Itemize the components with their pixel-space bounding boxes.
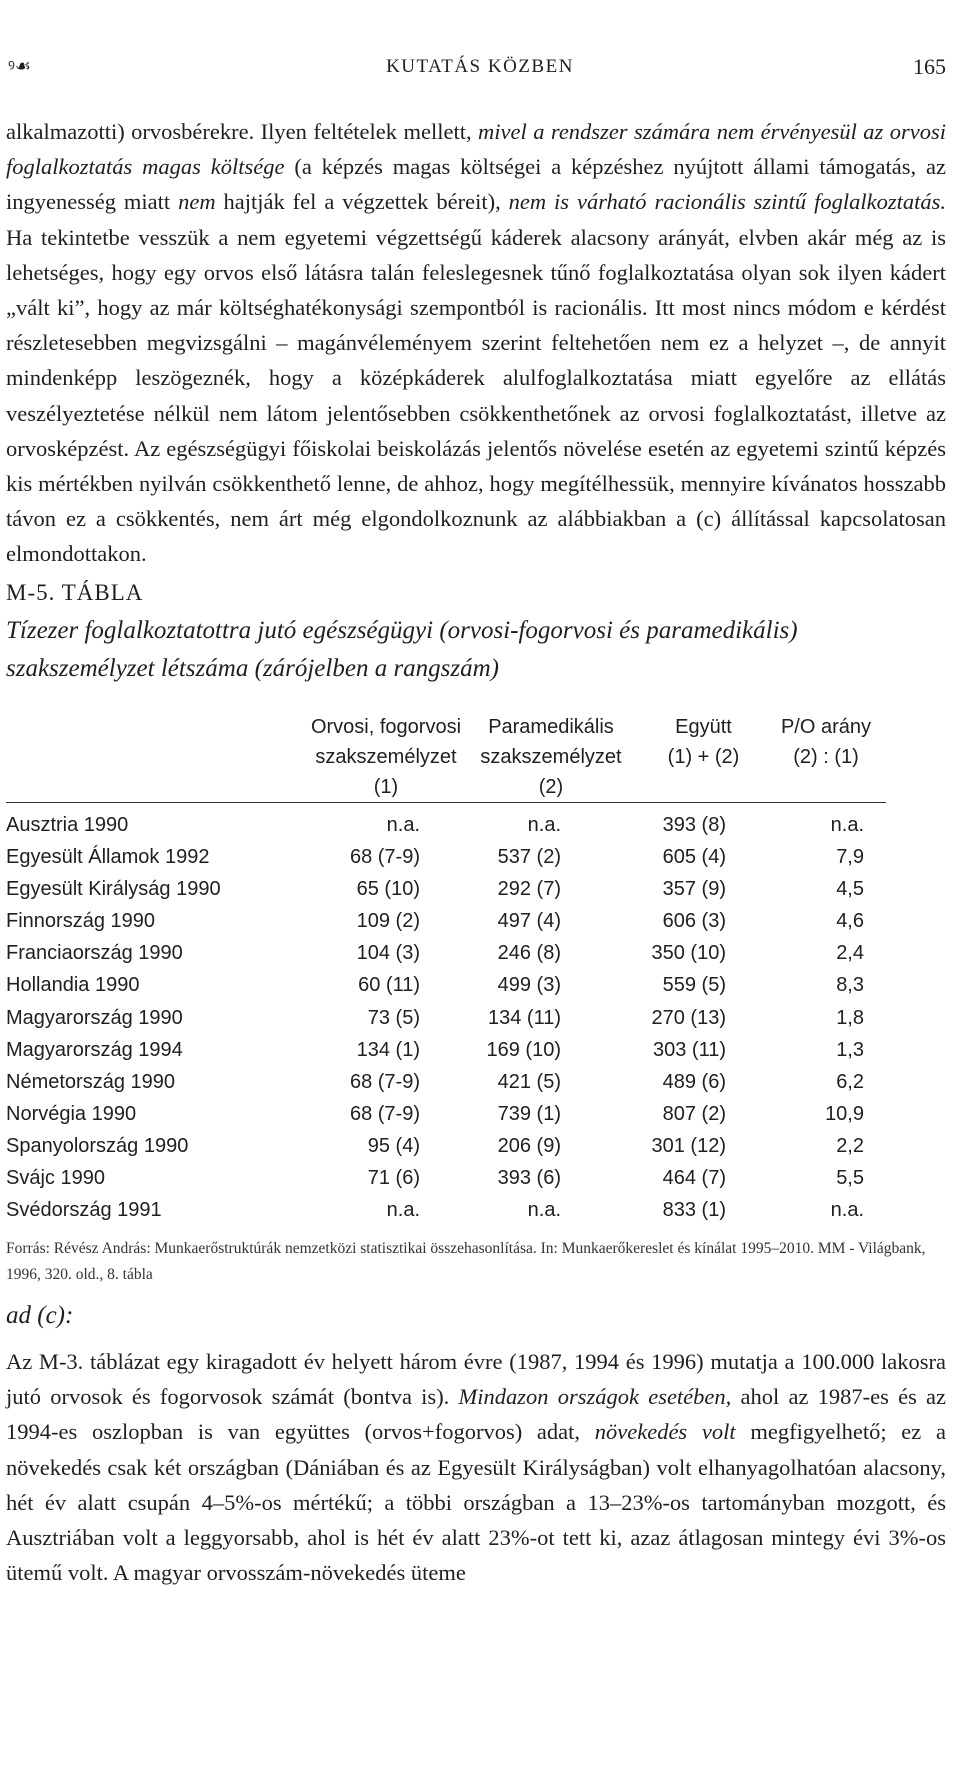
cell-total: 301 (12) <box>651 1134 726 1157</box>
para2-emphasis-b: növekedés volt <box>594 1419 736 1445</box>
cell-paramedical: 246 (8) <box>497 942 561 965</box>
row-country: Spanyolország 1990 <box>6 1134 189 1157</box>
table-header <box>6 712 886 803</box>
table-row <box>6 1162 886 1194</box>
header-paramedical: Paramedikális szakszemélyzet (2) <box>480 716 622 798</box>
cell-ratio: 1,3 <box>836 1038 864 1061</box>
cell-ratio: n.a. <box>830 1199 864 1222</box>
table-row <box>6 1034 886 1066</box>
para1-emphasis-a: mivel a rendszer számára nem érvényesül az orvosi foglalkoztatás magas költsége <box>6 119 946 180</box>
table-row <box>6 873 886 905</box>
cell-physicians: 95 (4) <box>367 1134 420 1157</box>
row-country: Finnország 1990 <box>6 910 155 933</box>
para1-emphasis-b: nem <box>178 189 216 215</box>
cell-total: 807 (2) <box>662 1102 726 1125</box>
para1-text-c: hajtják fel a végzettek béreit), <box>215 189 509 215</box>
table-source: Forrás: Révész András: Munkaerőstruktúrák nemzetközi statisztikai összehasonlítása. In: Munkaerőkereslet és kínálat 1995–2010. MM - Világbank, 1996, 320. old., 8. tábla <box>6 1240 926 1283</box>
cell-ratio: 1,8 <box>836 1006 864 1029</box>
header-total: Együtt (1) + (2) <box>667 716 740 768</box>
cell-physicians: 68 (7-9) <box>349 846 420 869</box>
row-country: Egyesült Államok 1992 <box>6 846 210 869</box>
cell-physicians: n.a. <box>386 814 420 836</box>
running-header <box>0 54 960 84</box>
table-row <box>6 905 886 937</box>
cell-total: 303 (11) <box>652 1038 726 1061</box>
paragraph-2 <box>6 1344 946 1590</box>
cell-ratio: 4,6 <box>836 910 864 933</box>
cell-paramedical: 497 (4) <box>497 910 561 933</box>
para1-text-b: (a képzés magas költségei a képzéshez nyújtott állami támogatás, az ingyenesség miatt <box>6 154 946 215</box>
cell-ratio: 6,2 <box>836 1070 864 1093</box>
header-ratio: P/O arány (2) : (1) <box>780 716 872 768</box>
cell-paramedical: 169 (10) <box>486 1038 561 1061</box>
cell-physicians: 134 (1) <box>356 1038 420 1061</box>
section-heading: ad (c): <box>6 1302 74 1329</box>
row-country: Magyarország 1994 <box>6 1038 183 1061</box>
para2-text-c: megfigyelhető; ez a növekedés csak két országban (Dániában és az Egyesült Királyságban) volt elhanyagolhatóan alacsony, hét év alatt csupán 4–5%-os mértékű; a többi országban a 13–23%-os tartományban mozgott, és Ausztriában volt a leggyorsabb, ahol is hét év alatt 23%-ot tett ki, azaz átlagosan mintegy évi 3%-os ütemű volt. A magyar orvosszám-növekedés üteme <box>6 1419 946 1586</box>
cell-total: 357 (9) <box>662 878 726 901</box>
cell-physicians: 73 (5) <box>367 1006 420 1029</box>
ornament-icon: ꝰ☙ <box>8 56 32 76</box>
cell-physicians: 60 (11) <box>358 974 420 997</box>
cell-paramedical: 499 (3) <box>497 974 561 997</box>
table-row <box>6 1002 886 1034</box>
cell-physicians: 71 (6) <box>367 1167 420 1190</box>
para1-emphasis-c: nem is várható racionális szintű foglalkoztatás. <box>508 189 946 215</box>
page-number: 165 <box>913 54 946 79</box>
paragraph-1 <box>6 114 946 572</box>
cell-total: 559 (5) <box>662 974 726 997</box>
cell-total: 489 (6) <box>662 1070 726 1093</box>
cell-paramedical: 537 (2) <box>497 846 561 869</box>
table-row <box>6 1194 886 1226</box>
para1-text-a: alkalmazotti) orvosbérekre. Ilyen feltételek mellett, <box>6 119 479 144</box>
row-country: Ausztria 1990 <box>6 814 129 836</box>
table-row <box>6 1066 886 1098</box>
cell-ratio: 7,9 <box>836 846 864 869</box>
cell-ratio: 2,2 <box>836 1134 864 1157</box>
cell-ratio: 5,5 <box>836 1167 864 1190</box>
para2-text-b: ahol az 1987-es és az 1994-es oszlopban is van együttes (orvos+fogorvos) adat, <box>6 1384 947 1445</box>
cell-ratio: 2,4 <box>836 942 864 965</box>
cell-paramedical: 134 (11) <box>487 1006 561 1029</box>
cell-paramedical: 206 (9) <box>497 1134 561 1157</box>
table-row <box>6 841 886 873</box>
row-country: Franciaország 1990 <box>6 942 183 965</box>
data-table <box>6 712 886 1226</box>
cell-paramedical: n.a. <box>527 1199 561 1222</box>
cell-paramedical: n.a. <box>527 814 561 836</box>
cell-ratio: 10,9 <box>825 1102 864 1125</box>
row-country: Norvégia 1990 <box>6 1102 137 1125</box>
row-country: Hollandia 1990 <box>6 974 140 997</box>
row-country: Magyarország 1990 <box>6 1006 183 1029</box>
cell-total: 393 (8) <box>662 814 726 836</box>
cell-total: 350 (10) <box>651 942 726 965</box>
row-country: Egyesült Királyság 1990 <box>6 878 221 901</box>
cell-paramedical: 421 (5) <box>497 1070 561 1093</box>
table-row <box>6 1098 886 1130</box>
cell-physicians: 65 (10) <box>356 878 420 901</box>
para2-emphasis-a: Mindazon országok esetében, <box>458 1384 732 1410</box>
cell-physicians: 68 (7-9) <box>349 1070 420 1093</box>
cell-ratio: 4,5 <box>836 878 864 901</box>
para2-text-a: Az M-3. táblázat egy kiragadott év helyett három évre (1987, 1994 és 1996) mutatja a 100.000 lakosra jutó orvosok és fogorvosok számát (bontva is). <box>6 1349 946 1410</box>
cell-paramedical: 393 (6) <box>497 1167 561 1190</box>
row-country: Németország 1990 <box>6 1070 175 1093</box>
table-row <box>6 969 886 1001</box>
cell-physicians: 104 (3) <box>356 942 420 965</box>
cell-physicians: 68 (7-9) <box>349 1102 420 1125</box>
cell-ratio: n.a. <box>830 814 864 836</box>
table-row <box>6 809 886 841</box>
table-label: M-5. TÁBLA <box>6 580 144 605</box>
cell-total: 606 (3) <box>662 910 726 933</box>
cell-total: 605 (4) <box>662 846 726 869</box>
header-physicians: Orvosi, fogorvosi szakszemélyzet (1) <box>310 716 462 798</box>
table-row <box>6 1130 886 1162</box>
running-title: KUTATÁS KÖZBEN <box>386 56 574 77</box>
cell-total: 270 (13) <box>651 1006 726 1029</box>
row-country: Svédország 1991 <box>6 1199 162 1222</box>
cell-physicians: 109 (2) <box>356 910 420 933</box>
cell-paramedical: 292 (7) <box>497 878 561 901</box>
table-body <box>6 803 886 1226</box>
table-row <box>6 937 886 969</box>
cell-total: 833 (1) <box>662 1199 726 1222</box>
cell-total: 464 (7) <box>662 1167 726 1190</box>
cell-ratio: 8,3 <box>836 974 864 997</box>
cell-physicians: n.a. <box>386 1199 420 1222</box>
para1-text-d: Ha tekintetbe vesszük a nem egyetemi végzettségű káderek alacsony arányát, elvben akár még az is lehetséges, hogy egy orvos első látásra talán feleslegesnek tűnő foglalkoztatása olyan sok ilyen kádert „vált ki”, hogy az már költséghatékonysági szempontból is racionális. Itt most nincs módom e kérdést részletesebben megvizsgálni – magánvéleményem szerint feltehetően nem ez a helyzet –, de annyit mindenképp leszögeznék, hogy a középkáderek alulfoglalkoztatása miatt egyelőre az ellátás veszélyeztetése nélkül nem látom jelentősebben csökkenthetőnek az orvosi foglalkoztatást, illetve az orvosképzést. Az egészségügyi főiskolai beiskolázás jelentős növelése esetén az egyetemi szintű képzés kis mértékben nyilván csökkenthető lenne, de ahhoz, hogy megítélhessük, mennyire kívánatos hosszabb távon ez a csökkentés, nem árt még elgondolkoznunk az alábbiakban a (c) állítással kapcsolatosan elmondottakon. <box>6 224 946 567</box>
cell-paramedical: 739 (1) <box>497 1102 561 1125</box>
row-country: Svájc 1990 <box>6 1167 105 1190</box>
table-caption: Tízezer foglalkoztatottra jutó egészségügyi (orvosi-fogorvosi és paramedikális) szakszemélyzet létszáma (zárójelben a rangszám) <box>6 617 798 682</box>
